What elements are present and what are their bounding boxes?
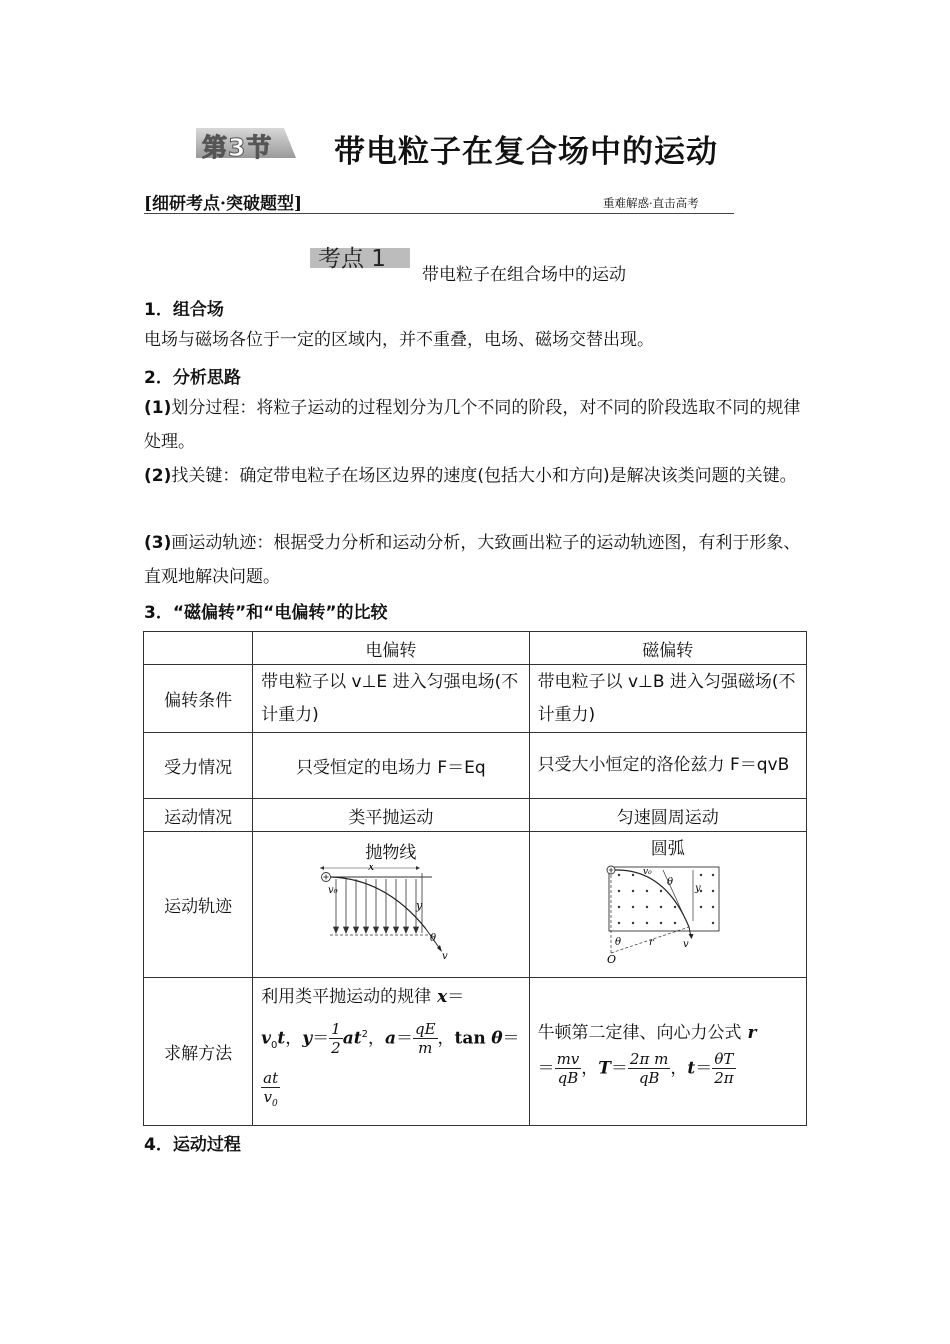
- svg-text:O: O: [606, 953, 616, 965]
- table-row: [144, 978, 807, 1126]
- table-row: [144, 799, 807, 832]
- svg-text:v₀: v₀: [327, 885, 338, 896]
- cell: 带电粒子以 v⊥B 进入匀强磁场(不计重力): [529, 665, 806, 733]
- parabola-trajectory: [331, 877, 426, 929]
- table-row: [144, 832, 807, 978]
- p3-label: (3): [144, 533, 172, 553]
- cell: 匀速圆周运动: [529, 799, 806, 832]
- cell-electric-method: 利用类平抛运动的规律 x＝ $v_0t$，y＝ $\frac{1}{2}$ $at^2$，a＝ $\frac{qE}{m}$ ，tan θ＝ $\frac{at}{v_0}$: [253, 978, 529, 1126]
- row-label: 受力情况: [144, 733, 253, 799]
- electric-deflection-diagram: [316, 865, 466, 961]
- cell: 带电粒子以 v⊥E 进入匀强电场(不计重力): [253, 665, 529, 733]
- paragraph-2-3: (3)画运动轨迹：根据受力分析和运动分析，大致画出粒子的运动轨迹图，有利于形象、直观地解决问题。: [144, 533, 801, 587]
- svg-text:y: y: [415, 899, 423, 912]
- svg-text:y: y: [694, 883, 701, 894]
- heading-1: 1．组合场: [144, 300, 224, 320]
- cell: 只受恒定的电场力 F＝Eq: [253, 733, 529, 799]
- section-tagline: 重难解惑·直击高考: [603, 196, 699, 210]
- field-arrows: [333, 879, 418, 933]
- field-dots: [618, 874, 714, 924]
- kaodian-title: 带电粒子在组合场中的运动: [422, 265, 626, 285]
- row-label: 运动轨迹: [144, 832, 253, 978]
- p2-label: (2): [144, 466, 172, 486]
- svg-text:x: x: [367, 865, 375, 873]
- cell-electric-trajectory: [253, 832, 529, 978]
- table-row: [144, 665, 807, 733]
- svg-text:r: r: [648, 937, 654, 948]
- parabola-label: 抛物线: [365, 843, 417, 863]
- svg-text:θ: θ: [666, 877, 673, 888]
- heading-4: 4．运动过程: [144, 1135, 241, 1155]
- row-label: 运动情况: [144, 799, 253, 832]
- p1-label: (1): [144, 398, 172, 418]
- svg-text:θ: θ: [614, 937, 621, 948]
- cell: 类平抛运动: [253, 799, 529, 832]
- page-title: 带电粒子在复合场中的运动: [334, 134, 718, 170]
- svg-text:v: v: [441, 951, 448, 961]
- col-header-electric: 电偏转: [253, 632, 529, 665]
- row-label: 偏转条件: [144, 665, 253, 733]
- paragraph-2-1: (1)划分过程：将粒子运动的过程划分为几个不同的阶段，对不同的阶段选取不同的规律处理。: [144, 398, 801, 452]
- table-row: [144, 632, 807, 665]
- section-heading: [细研考点·突破题型]: [144, 194, 303, 214]
- cell-magnetic-trajectory: [529, 832, 806, 978]
- arc-trajectory: [615, 870, 689, 927]
- section-badge: 第3节: [196, 128, 296, 158]
- comparison-table: [143, 631, 807, 1126]
- svg-text:v₀: v₀: [642, 867, 652, 877]
- kaodian-badge: 考点 1: [310, 242, 410, 270]
- paragraph-2-2: (2)找关键：确定带电粒子在场区边界的速度(包括大小和方向)是解决该类问题的关键。: [144, 466, 797, 486]
- row-label: 求解方法: [144, 978, 253, 1126]
- magnetic-deflection-diagram: [603, 861, 733, 965]
- svg-text:θ: θ: [429, 933, 436, 944]
- cell: 只受大小恒定的洛伦兹力 F＝qvB: [529, 733, 806, 799]
- cell-magnetic-method: 牛顿第二定律、向心力公式 r ＝ $\frac{mv}{qB}$ ，T＝ $\frac{\text{2π m}}{qB}$ ，t＝ $\frac{\theta T}{2\pi}$: [529, 978, 806, 1126]
- header-divider: [144, 213, 734, 214]
- col-header-magnetic: 磁偏转: [529, 632, 806, 665]
- table-row: [144, 733, 807, 799]
- paragraph-1: 电场与磁场各位于一定的区域内，并不重叠，电场、磁场交替出现。: [144, 330, 654, 350]
- arc-label: 圆弧: [650, 839, 685, 859]
- svg-text:v: v: [682, 939, 689, 950]
- heading-2: 2．分析思路: [144, 368, 241, 388]
- heading-3: 3．“磁偏转”和“电偏转”的比较: [144, 603, 388, 623]
